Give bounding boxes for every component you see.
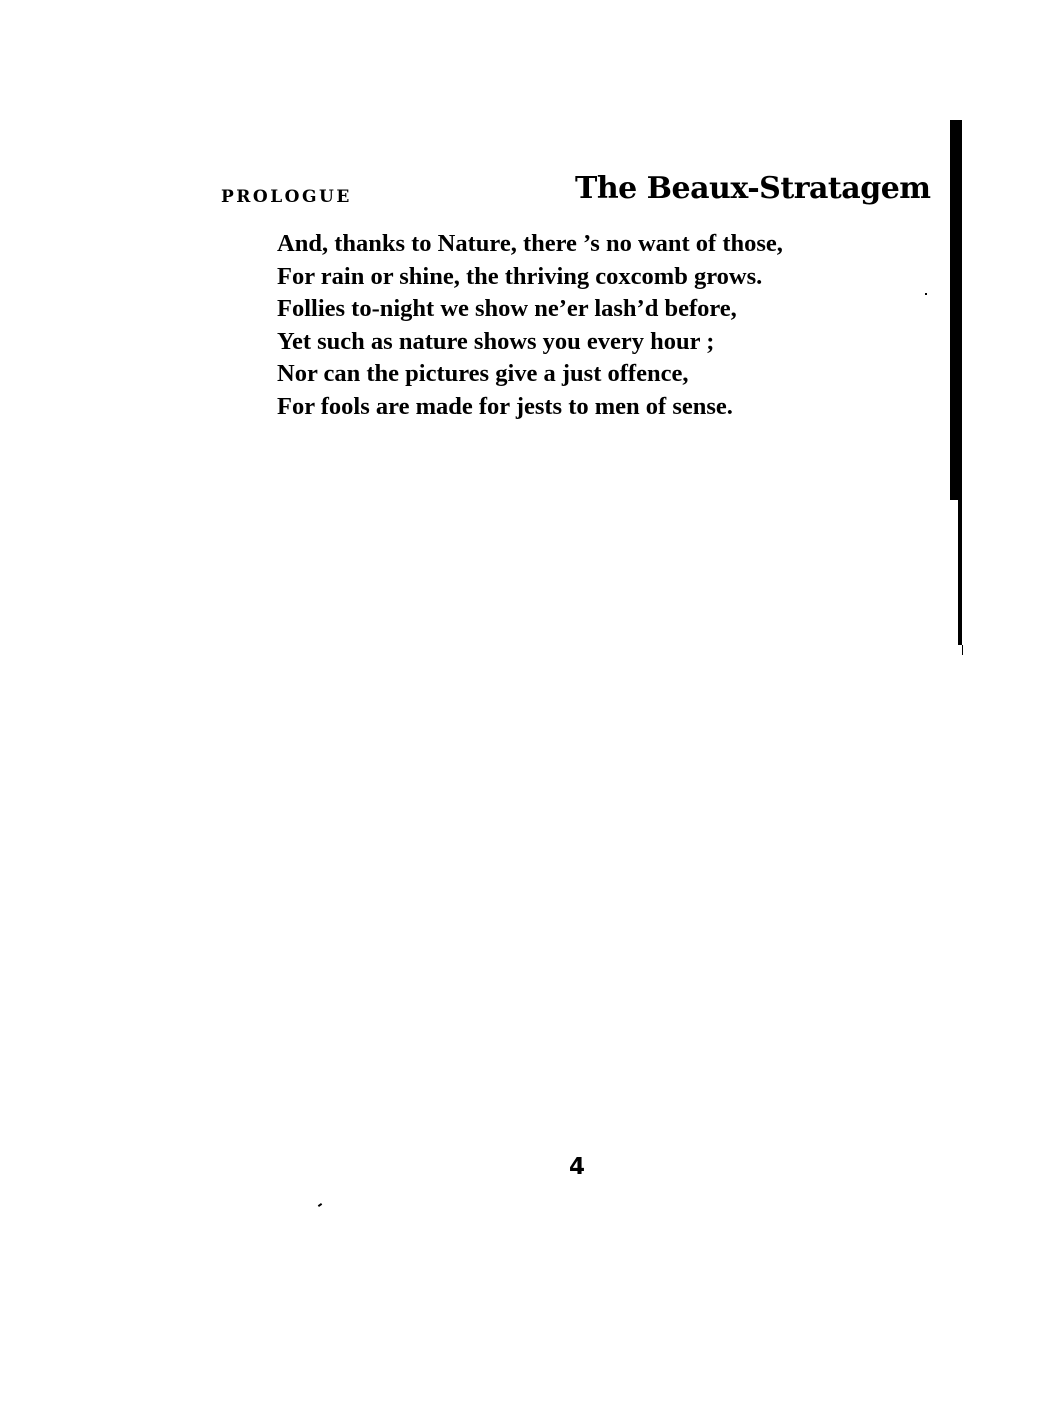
scan-edge-mark — [962, 645, 963, 655]
verse-line: For rain or shine, the thriving coxcomb grows. — [277, 262, 763, 290]
verse-line: Yet such as nature shows you every hour ; — [277, 327, 715, 355]
verse-line: And, thanks to Nature, there ’s no want of those, — [277, 230, 783, 257]
page-number: 4 — [569, 1154, 586, 1180]
verse-line: Follies to-night we show ne’er lash’d before, — [277, 295, 737, 322]
running-head-section: PROLOGUE — [221, 187, 352, 207]
running-head-title: The Beaux-Stratagem — [575, 171, 931, 206]
scan-speck — [925, 293, 927, 295]
verse-line: Nor can the pictures give a just offence, — [277, 360, 689, 387]
verse-block — [277, 228, 783, 423]
verse-line: For fools are made for jests to men of sense. — [277, 392, 733, 420]
scan-edge-shadow-lower — [958, 495, 962, 645]
scan-speck — [318, 1203, 322, 1207]
scan-edge-shadow — [950, 120, 962, 500]
